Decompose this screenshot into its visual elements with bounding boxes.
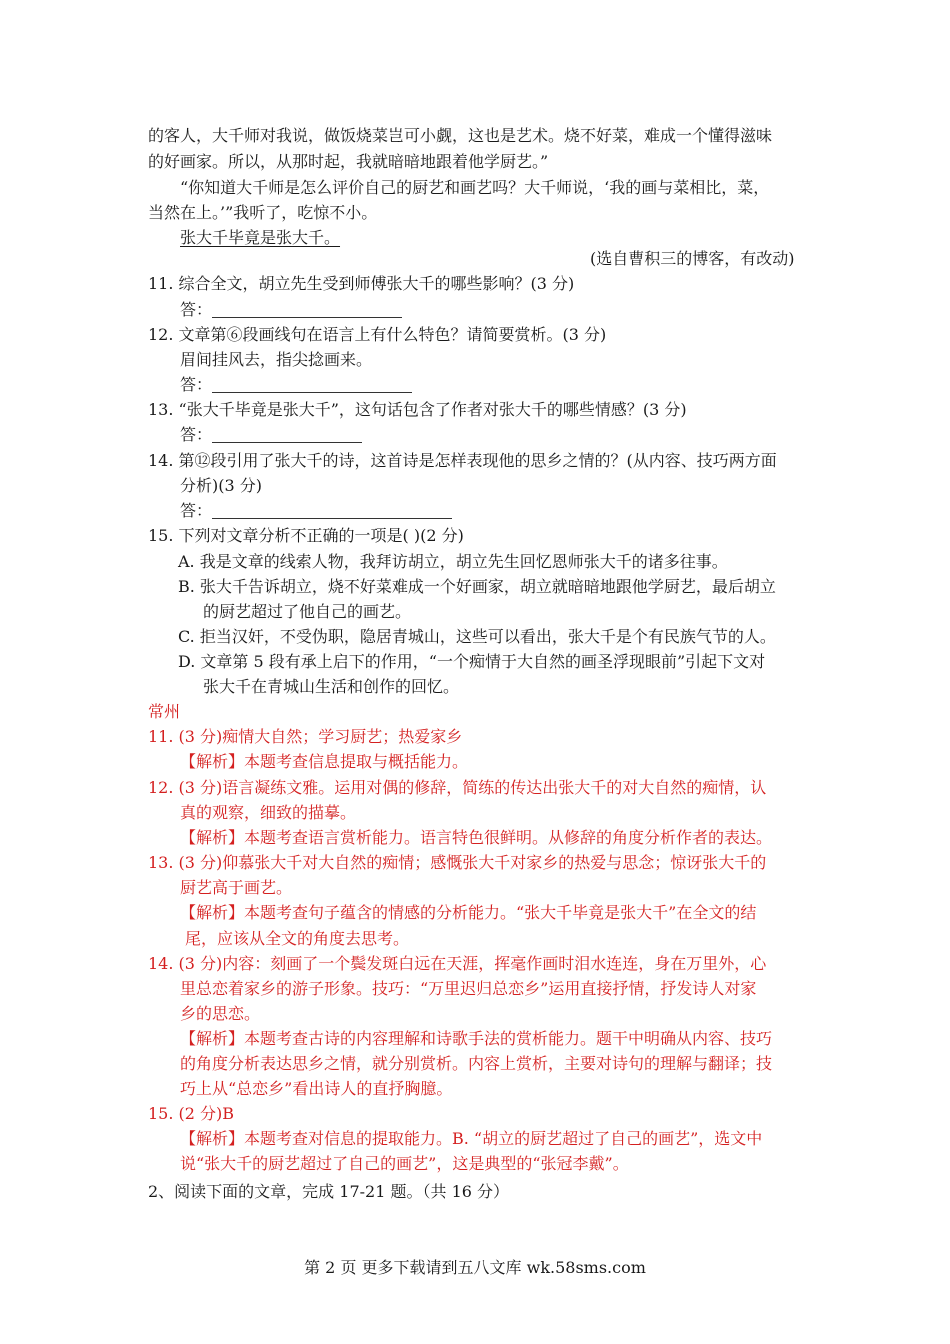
question-11: 11. 综合全文，胡立先生受到师傅张大千的哪些影响？(3 分) <box>148 274 575 293</box>
question-14: 14. 第⑫段引用了张大千的诗，这首诗是怎样表现他的思乡之情的？(从内容、技巧两方面 <box>148 451 777 470</box>
passage-line: “你知道大千师是怎么评价自己的厨艺和画艺吗？大千师说，‘我的画与菜相比，菜， <box>180 178 770 197</box>
option-d: D. 文章第 5 段有承上启下的作用，“一个痴情于大自然的画圣浮现眼前”引起下文对 <box>178 652 766 671</box>
next-section-heading: 2、阅读下面的文章，完成 17-21 题。（共 16 分） <box>148 1182 510 1201</box>
answer-12: 12. (3 分)语言凝练文雅。运用对偶的修辞，简练的传达出张大千的对大自然的痴情，认 <box>148 778 767 797</box>
passage-line: 当然在上。’”我听了，吃惊不小。 <box>148 203 378 222</box>
explanation-12: 【解析】本题考查语言赏析能力。语言特色很鲜明。从修辞的角度分析作者的表达。 <box>180 828 773 847</box>
option-c: C. 拒当汉奸，不受伪职，隐居青城山，这些可以看出，张大千是个有民族气节的人。 <box>178 627 776 646</box>
question-12: 12. 文章第⑥段画线句在语言上有什么特色？请简要赏析。(3 分) <box>148 325 607 344</box>
option-b: B. 张大千告诉胡立，烧不好菜难成一个好画家，胡立就暗暗地跟他学厨艺，最后胡立 <box>178 577 776 596</box>
answer-line-11 <box>180 297 402 323</box>
question-15: 15. 下列对文章分析不正确的一项是( )(2 分) <box>148 526 464 545</box>
page-footer: 第 2 页 更多下载请到五八文库 wk.58sms.com <box>304 1258 646 1277</box>
explanation-11: 【解析】本题考查信息提取与概括能力。 <box>180 752 469 771</box>
answer-region: 常州 <box>148 702 181 721</box>
answer-line-14 <box>180 498 452 524</box>
answer-blank[interactable] <box>212 301 402 318</box>
passage-line: 的好画家。所以，从那时起，我就暗暗地跟着他学厨艺。” <box>148 152 549 171</box>
answer-label: 答： <box>180 425 213 444</box>
answer-label: 答： <box>180 300 213 319</box>
answer-15: 15. (2 分)B <box>148 1104 235 1123</box>
passage-source: (选自曹积三的博客，有改动) <box>590 249 795 268</box>
answer-line-13 <box>180 422 362 448</box>
answer-blank[interactable] <box>212 376 412 393</box>
answer-11: 11. (3 分)痴情大自然；学习厨艺；热爱家乡 <box>148 727 463 746</box>
explanation-15: 【解析】本题考查对信息的提取能力。B. “胡立的厨艺超过了自己的画艺”，选文中 <box>180 1129 763 1148</box>
explanation-13: 【解析】本题考查句子蕴含的情感的分析能力。“张大千毕竟是张大千”在全文的结 <box>180 903 757 922</box>
answer-13-cont: 厨艺高于画艺。 <box>180 878 293 897</box>
answer-14-cont: 里总恋着家乡的游子形象。技巧：“万里迟归总恋乡”运用直接抒情，抒发诗人对家 <box>180 979 757 998</box>
explanation-13-cont: 尾，应该从全文的角度去思考。 <box>185 929 410 948</box>
passage-line: 的客人，大千师对我说，做饭烧菜岂可小觑，这也是艺术。烧不好菜，难成一个懂得滋味 <box>148 126 773 145</box>
answer-label: 答： <box>180 375 213 394</box>
option-d-cont: 张大千在青城山生活和创作的回忆。 <box>203 677 460 696</box>
option-b-cont: 的厨艺超过了他自己的画艺。 <box>203 602 412 621</box>
question-14-cont: 分析)(3 分) <box>180 476 262 495</box>
answer-12-cont: 真的观察，细致的描摹。 <box>180 803 357 822</box>
answer-13: 13. (3 分)仰慕张大千对大自然的痴情；感慨张大千对家乡的热爱与思念；惊讶张大千的 <box>148 853 767 872</box>
answer-14: 14. (3 分)内容：刻画了一个鬓发斑白远在天涯，挥毫作画时泪水连连，身在万里外，心 <box>148 954 767 973</box>
explanation-15-cont: 说“张大千的厨艺超过了自己的画艺”，这是典型的“张冠李戴”。 <box>180 1154 629 1173</box>
answer-line-12 <box>180 372 412 398</box>
explanation-14-cont2: 巧上从“总恋乡”看出诗人的直抒胸臆。 <box>180 1079 453 1098</box>
option-a: A. 我是文章的线索人物，我拜访胡立，胡立先生回忆恩师张大千的诸多往事。 <box>178 552 728 571</box>
explanation-14: 【解析】本题考查古诗的内容理解和诗歌手法的赏析能力。题干中明确从内容、技巧 <box>180 1029 773 1048</box>
answer-blank[interactable] <box>212 426 362 443</box>
answer-blank[interactable] <box>212 502 452 519</box>
question-12-quote: 眉间挂风去，指尖捻画来。 <box>180 350 373 369</box>
explanation-14-cont: 的角度分析表达思乡之情，就分别赏析。内容上赏析，主要对诗句的理解与翻译；技 <box>180 1054 773 1073</box>
passage-underlined-line: 张大千毕竟是张大千。 <box>180 228 341 247</box>
question-13: 13. “张大千毕竟是张大千”，这句话包含了作者对张大千的哪些情感？(3 分) <box>148 400 687 419</box>
answer-14-cont2: 乡的思恋。 <box>180 1004 261 1023</box>
answer-label: 答： <box>180 501 213 520</box>
